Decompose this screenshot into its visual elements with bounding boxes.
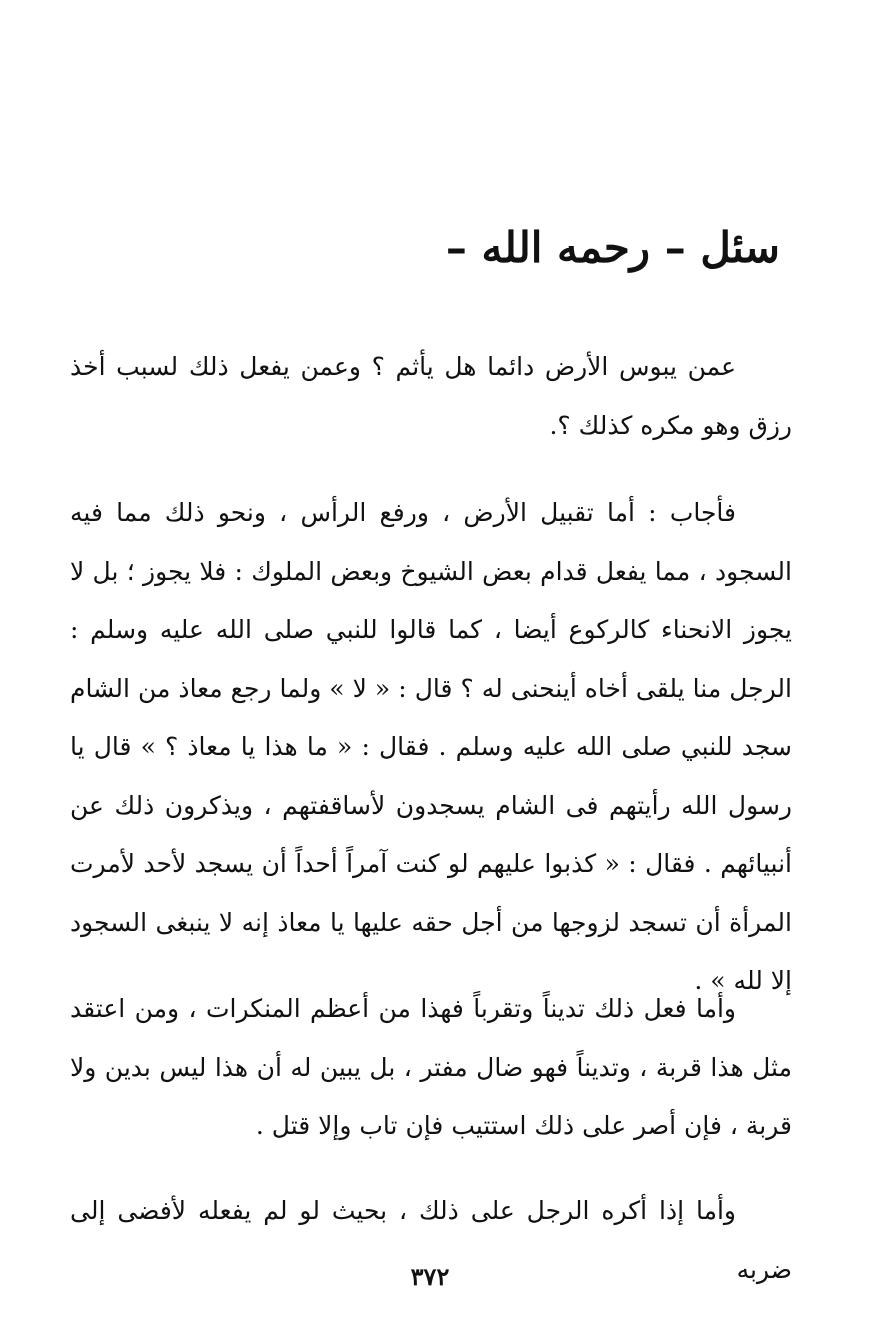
section-heading: سئل – رحمه الله – <box>445 223 780 272</box>
question-paragraph <box>70 338 792 455</box>
page-number: ٣٧٢ <box>410 1262 450 1291</box>
paragraph-text: عمن يبوس الأرض دائما هل يأثم ؟ وعمن يفعل ذلك لسبب أخذ رزق وهو مكره كذلك ؟. <box>70 352 792 440</box>
answer-paragraph <box>70 484 792 1011</box>
ruling-paragraph <box>70 980 792 1156</box>
paragraph-text: وأما فعل ذلك تديناً وتقرباً فهذا من أعظم المنكرات ، ومن اعتقد مثل هذا قربة ، وتديناً فهو ضال مفتر ، بل يبين له أن هذا ليس بدين ولا قربة ، فإن أصر على ذلك استتيب فإن تاب وإلا قتل . <box>70 994 792 1140</box>
paragraph-text: وأما إذا أكره الرجل على ذلك ، بحيث لو لم يفعله لأفضى إلى ضربه <box>70 1196 792 1284</box>
paragraph-text: فأجاب : أما تقبيل الأرض ، ورفع الرأس ، ونحو ذلك مما فيه السجود ، مما يفعل قدام بعض الشيوخ وبعض الملوك : فلا يجوز ؛ بل لا يجوز الانحناء كالركوع أيضا ، كما قالوا للنبي صلى الله عليه وسلم : الرجل منا يلقى أخاه أينحنى له ؟ قال : « لا » ولما رجع معاذ من الشام سجد للنبي صلى الله عليه وسلم . فقال : « ما هذا يا معاذ ؟ » قال يا رسول الله رأيتهم فى الشام يسجدون لأساقفتهم ، ويذكرون ذلك عن أنبيائهم . فقال : « كذبوا عليهم لو كنت آمراً أحداً أن يسجد لأحد لأمرت المرأة أن تسجد لزوجها من أجل حقه عليها يا معاذ إنه لا ينبغى السجود إلا لله » . <box>70 498 792 995</box>
